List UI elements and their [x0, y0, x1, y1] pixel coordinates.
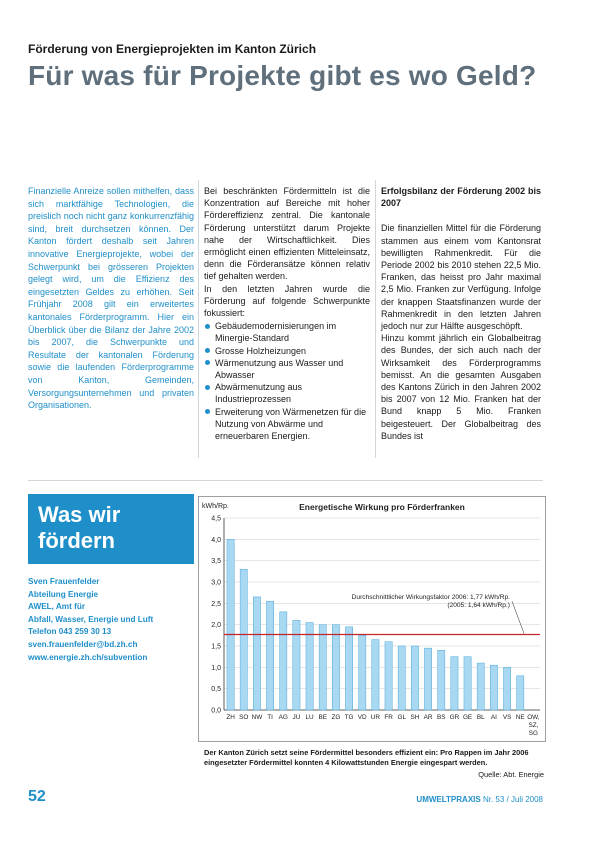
x-tick-label: SG: [528, 730, 539, 737]
bar: [332, 625, 339, 710]
bar: [306, 623, 313, 710]
chart: [198, 496, 546, 742]
bar: [345, 627, 352, 710]
issue-info: Nr. 53 / Juli 2008: [482, 795, 543, 804]
bar: [464, 657, 471, 710]
x-tick-label: BE: [318, 714, 328, 721]
bar: [490, 665, 497, 710]
bar-chart-svg: [198, 496, 546, 742]
x-tick-label: AG: [278, 714, 288, 721]
bar: [319, 625, 326, 710]
bar: [266, 601, 273, 710]
column-3-paragraph: Hinzu kommt jährlich ein Globalbeitrag des Bundes, der sich auch nach der Wirksamkeit des Förderprogramms bemisst. An die gesamten Ausgaben des Kantons Zürich in den Jahren 2002 bis 2007 von 12 Mio. Franken hat der Bund knapp 5 Mio. Franken beigesteuert. Der Globalbeitrag des Bundes ist: [381, 333, 541, 441]
bar: [372, 640, 379, 710]
y-tick-label: 0,0: [211, 707, 221, 715]
x-tick-label: BL: [476, 714, 485, 721]
list-item: Grosse Holzheizungen: [204, 345, 370, 357]
bar: [280, 612, 287, 710]
bar: [293, 620, 300, 710]
box-title-line: Was wir: [38, 502, 121, 527]
bar: [424, 648, 431, 710]
x-tick-label: ZG: [331, 714, 341, 721]
x-tick-label: TI: [267, 714, 273, 721]
intro-text: Finanzielle Anreize sollen mithelfen, dass sich marktfähige Technologien, die preislich noch nicht ganz konkurrenzfähig sind, breit durchsetzen können. Der Kanton fördert deshalb seit Jahren innovative Energieprojekte, wobei der Schwerpunkt bei grösseren Projekten gelegt wird, um die Effizienz des eingesetzten Geldes zu erhöhen. Seit Frühjahr 2008 gilt ein erweitertes kantonales Förderprogramm. Hier ein Überblick über die Bilanz der Jahre 2002 bis 2007, die Schwerpunkte und Resultate der kantonalen Förderung sowie die laufenden Förderprogramme von Kanton, Gemeinden, Versorgungsunternehmen und privaten Organisationen.: [28, 186, 194, 411]
bar: [385, 642, 392, 710]
y-tick-label: 2,5: [211, 600, 221, 608]
contact-email-link[interactable]: sven.frauenfelder@bd.zh.ch: [28, 639, 138, 649]
bar: [398, 646, 405, 710]
column-2: [204, 185, 370, 442]
x-tick-label: GL: [397, 714, 407, 721]
contact-website-link[interactable]: www.energie.zh.ch/subvention: [28, 652, 148, 662]
chart-source: Quelle: Abt. Energie: [478, 770, 544, 779]
list-item: Wärmenutzung aus Wasser und Abwasser: [204, 357, 370, 381]
section-divider: [28, 480, 543, 481]
chart-caption: Der Kanton Zürich setzt seine Fördermittel besonders effizient ein: Pro Rappen im Jahr 2006 eingesetzter Fördermittel konnten 4 Kilowattstunden Energie eingespart werden.: [204, 748, 529, 767]
box-title-line: fördern: [38, 528, 115, 553]
y-tick-label: 4,5: [211, 515, 221, 523]
x-tick-label: SH: [410, 714, 420, 721]
contact-office-name: Abfall, Wasser, Energie und Luft: [28, 614, 154, 624]
column-2-paragraph: Bei beschränkten Fördermitteln ist die Konzentration auf Bereiche mit hoher Fördereffizienz zentral. Die kantonale Förderung unterstützt darum Projekte nahe der Wirtschaftlichkeit. Dies ermöglicht einen effizienten Mitteleinsatz, denn die Förderansätze können relativ tief gehalten werden.: [204, 186, 370, 282]
contact-office: AWEL, Amt für: [28, 602, 86, 612]
y-tick-label: 4,0: [211, 536, 221, 544]
bar: [240, 569, 247, 710]
x-tick-label: UR: [370, 714, 381, 721]
x-tick-label: AI: [490, 714, 497, 721]
bar: [253, 597, 260, 710]
x-tick-label: NW: [251, 714, 263, 721]
column-divider: [198, 180, 199, 458]
x-tick-label: AR: [423, 714, 433, 721]
magazine-name: UMWELTPRAXIS: [416, 795, 481, 804]
bar: [411, 646, 418, 710]
list-item: Erweiterung von Wärmenetzen für die Nutzung von Abwärme und erneuerbaren Energien.: [204, 406, 370, 443]
x-tick-label: NE: [515, 714, 525, 721]
y-tick-label: 0,5: [211, 686, 221, 694]
chart-title: Energetische Wirkung pro Förderfranken: [299, 502, 465, 512]
section-box-title: [28, 494, 194, 564]
contact-name: Sven Frauenfelder: [28, 577, 100, 586]
x-tick-label: BS: [436, 714, 446, 721]
y-axis-label: kWh/Rp.: [202, 503, 229, 510]
reference-label-pointer: [512, 601, 524, 633]
y-tick-label: 1,0: [211, 664, 221, 672]
footer: [416, 795, 543, 804]
y-tick-label: 2,0: [211, 622, 221, 630]
column-3-paragraph: Die finanziellen Mittel für die Förderung stammen aus einem vom Kantonsrat bewilligten Rahmenkredit. Für die Periode 2002 bis 2010 stehen 22,5 Mio. Franken, das heisst pro Jahr maximal 2,5 Mio. Franken zur Verfügung. Infolge der knappen Staatsfinanzen wurde der Rahmenkredit in den letzten Jahren jedoch nur zur Hälfte ausgeschöpft.: [381, 223, 541, 332]
list-item: Abwärmenutzung aus Industrieprozessen: [204, 381, 370, 405]
page-number: 52: [28, 788, 46, 805]
x-tick-label: OW,: [527, 714, 540, 721]
list-item: Gebäudemodernisierungen im Minergie-Standard: [204, 320, 370, 344]
x-tick-label: LU: [305, 714, 314, 721]
x-tick-label: GR: [449, 714, 460, 721]
bar: [477, 663, 484, 710]
column-3: [381, 185, 541, 442]
contact-department: Abteilung Energie: [28, 589, 99, 599]
reference-label: Durchschnittlicher Wirkungsfaktor 2006: 1,77 kWh/Rp.: [351, 594, 510, 602]
section-heading: Erfolgsbilanz der Förderung 2002 bis 2007: [381, 186, 541, 209]
focus-list: [204, 320, 370, 442]
x-tick-label: SO: [239, 714, 249, 721]
y-tick-label: 3,5: [211, 558, 221, 566]
bar: [503, 667, 510, 710]
bar: [438, 650, 445, 710]
x-tick-label: TG: [344, 714, 354, 721]
bar: [451, 657, 458, 710]
bar: [359, 635, 366, 710]
bar: [227, 539, 234, 710]
kicker: Förderung von Energieprojekten im Kanton Zürich: [28, 42, 317, 56]
x-tick-label: JU: [292, 714, 301, 721]
x-tick-label: VS: [502, 714, 512, 721]
column-divider: [375, 180, 376, 458]
y-tick-label: 3,0: [211, 579, 221, 587]
reference-label-previous: (2005: 1,64 kWh/Rp.): [447, 602, 510, 610]
x-tick-label: VD: [357, 714, 367, 721]
x-tick-label: ZH: [226, 714, 235, 721]
page-title: Für was für Projekte gibt es wo Geld?: [28, 60, 537, 91]
y-tick-label: 1,5: [211, 643, 221, 651]
column-2-paragraph: In den letzten Jahren wurde die Förderung auf folgende Schwerpunkte fokussiert:: [204, 283, 370, 319]
contact-block: [28, 576, 198, 664]
bar: [517, 676, 524, 710]
x-tick-label: FR: [384, 714, 393, 721]
contact-phone: Telefon 043 259 30 13: [28, 627, 112, 637]
x-tick-label: SZ,: [528, 722, 539, 729]
x-tick-label: GE: [462, 714, 473, 721]
